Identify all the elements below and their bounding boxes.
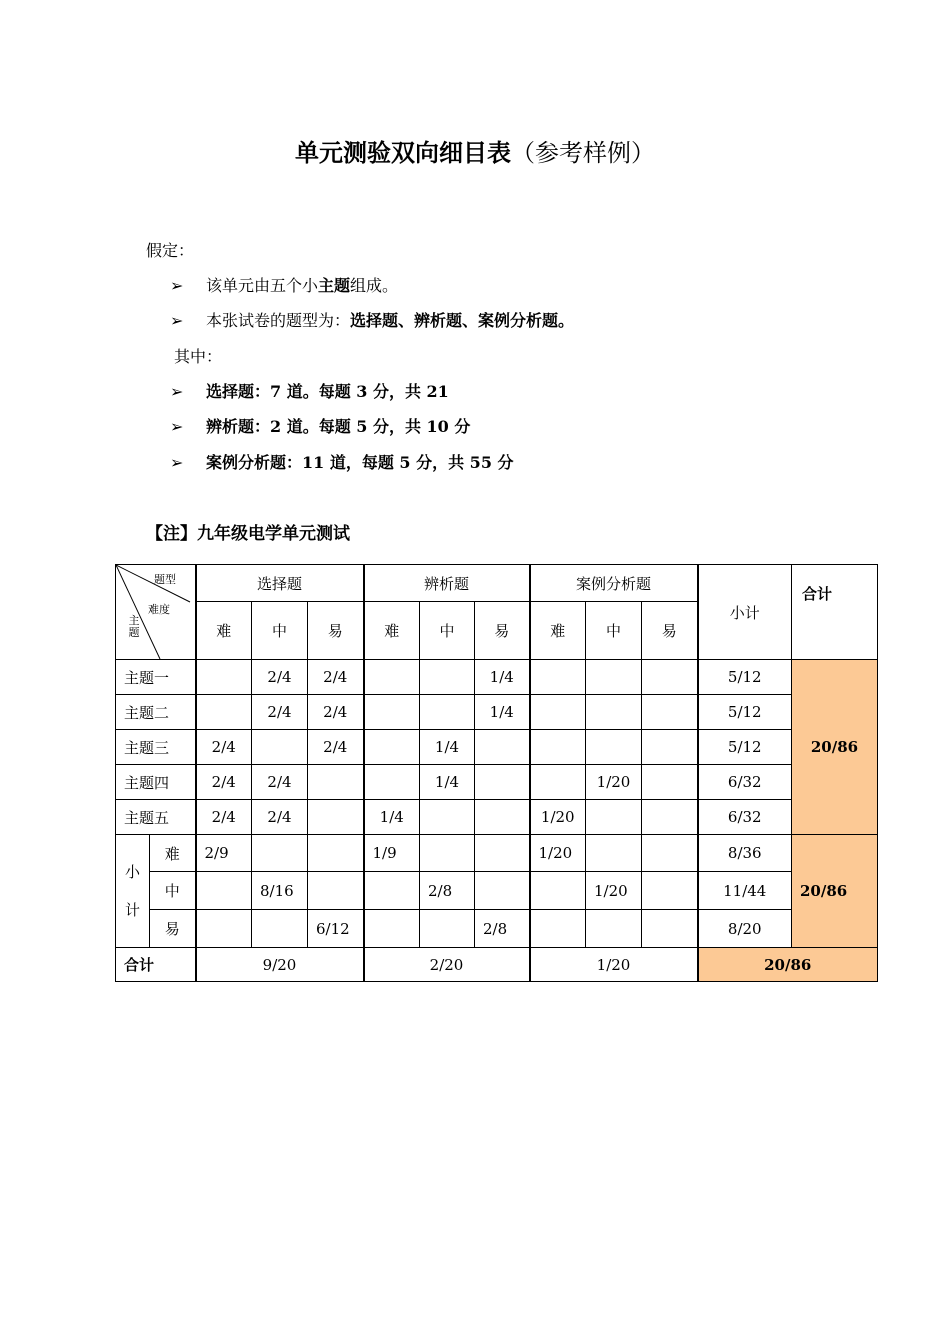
cell: 6/12: [308, 910, 364, 948]
cell: [252, 910, 308, 948]
row-subtotal: 5/12: [698, 695, 792, 730]
list-item: [170, 450, 514, 473]
cell: [308, 835, 364, 872]
cell: 1/20: [586, 765, 642, 800]
list-bold: 选择题、辨析题、案例分析题。: [350, 311, 575, 330]
cell: [642, 730, 698, 765]
total-value: 2/20: [364, 948, 530, 982]
cell: 1/4: [475, 660, 530, 695]
cell: [364, 765, 420, 800]
arrow-icon: ➢: [170, 417, 184, 436]
corner-type-label: 题型: [154, 573, 176, 586]
group-header: 选择题: [196, 565, 364, 602]
row-subtotal: 6/32: [698, 765, 792, 800]
table-row: [116, 765, 878, 800]
level-header: 难: [196, 602, 252, 660]
cell: 2/4: [308, 695, 364, 730]
list-item: [170, 308, 574, 331]
cell: [530, 730, 586, 765]
cell: [586, 660, 642, 695]
group-header: 辨析题: [364, 565, 530, 602]
cell: [475, 765, 530, 800]
cell: [252, 730, 308, 765]
cell: [196, 872, 252, 910]
table-row: [116, 872, 878, 910]
row-subtotal: 5/12: [698, 730, 792, 765]
cell: 2/4: [308, 730, 364, 765]
arrow-icon: ➢: [170, 382, 184, 401]
list-text: 组成。: [350, 276, 399, 295]
list-item: [170, 379, 449, 402]
cell: [308, 765, 364, 800]
cell: [530, 660, 586, 695]
table-row: [116, 910, 878, 948]
level-header: 易: [308, 602, 364, 660]
cell: [642, 872, 698, 910]
total-value: 9/20: [196, 948, 364, 982]
total-row-label: 合计: [116, 948, 196, 982]
table-note: 【注】九年级电学单元测试: [146, 524, 350, 544]
cell: [642, 835, 698, 872]
cell: [420, 695, 475, 730]
title-suffix: （参考样例）: [511, 139, 655, 167]
row-label: 主题三: [116, 730, 196, 765]
row-subtotal: 11/44: [698, 872, 792, 910]
side-char: 小: [124, 863, 140, 881]
list-bold: 选择题：7 道。每题 3 分，共 21: [206, 382, 449, 401]
row-label: 主题一: [116, 660, 196, 695]
cell: [196, 660, 252, 695]
corner-topic-label: 主题: [128, 614, 140, 639]
cell: [475, 872, 530, 910]
cell: 1/20: [530, 835, 586, 872]
level-header: 中: [420, 602, 475, 660]
spec-table: [115, 564, 878, 982]
cell: [420, 800, 475, 835]
assumption-label: 假定：: [146, 241, 195, 260]
cell: [196, 910, 252, 948]
cell: [475, 800, 530, 835]
cell: 1/20: [586, 872, 642, 910]
cell: [308, 800, 364, 835]
cell: [642, 765, 698, 800]
level-header: 难: [364, 602, 420, 660]
table-row: [116, 948, 878, 982]
cell: [586, 835, 642, 872]
list-text: 该单元由五个小: [206, 276, 319, 295]
cell: 1/20: [530, 800, 586, 835]
cell: 1/4: [420, 765, 475, 800]
cell: 1/4: [420, 730, 475, 765]
cell: 8/16: [252, 872, 308, 910]
arrow-icon: ➢: [170, 276, 184, 295]
table-row: [116, 835, 878, 872]
row-subtotal: 6/32: [698, 800, 792, 835]
level-label: 易: [150, 910, 196, 948]
group-header: 案例分析题: [530, 565, 698, 602]
cell: 1/9: [364, 835, 420, 872]
level-header: 易: [475, 602, 530, 660]
row-label: 主题五: [116, 800, 196, 835]
cell: [475, 835, 530, 872]
row-label: 主题二: [116, 695, 196, 730]
cell: 2/9: [196, 835, 252, 872]
cell: [475, 730, 530, 765]
cell: [420, 835, 475, 872]
list-bold: 主题: [318, 276, 351, 295]
cell: 1/4: [475, 695, 530, 730]
list-item: [170, 273, 398, 296]
row-subtotal: 8/20: [698, 910, 792, 948]
row-subtotal: 8/36: [698, 835, 792, 872]
grand-total-cell: 20/86: [698, 948, 878, 982]
topic-total-cell: 20/86: [792, 660, 878, 835]
arrow-icon: ➢: [170, 311, 184, 330]
list-bold: 辨析题：2 道。每题 5 分，共 10 分: [206, 417, 471, 436]
cell: 2/4: [196, 730, 252, 765]
level-label: 难: [150, 835, 196, 872]
cell: [586, 910, 642, 948]
side-char: 计: [124, 901, 140, 919]
cell: [308, 872, 364, 910]
cell: [252, 835, 308, 872]
cell: [642, 910, 698, 948]
row-label: 主题四: [116, 765, 196, 800]
table-row: [116, 730, 878, 765]
cell: [586, 730, 642, 765]
cell: [530, 765, 586, 800]
list-bold: 案例分析题：11 道，每题 5 分，共 55 分: [206, 453, 514, 472]
cell: 2/8: [475, 910, 530, 948]
cell: [530, 695, 586, 730]
total-value: 1/20: [530, 948, 698, 982]
cell: [586, 800, 642, 835]
cell: 2/4: [252, 800, 308, 835]
subtotal-header: 小计: [698, 565, 792, 660]
total-header: 合计: [792, 565, 878, 660]
cell: 1/4: [364, 800, 420, 835]
cell: 2/8: [420, 872, 475, 910]
cell: [642, 695, 698, 730]
level-total-cell: 20/86: [792, 835, 878, 948]
cell: 2/4: [308, 660, 364, 695]
cell: [364, 660, 420, 695]
level-header: 难: [530, 602, 586, 660]
cell: 2/4: [252, 765, 308, 800]
cell: [364, 695, 420, 730]
cell: [364, 730, 420, 765]
arrow-icon: ➢: [170, 453, 184, 472]
list-item: [170, 414, 470, 437]
table-row: [116, 695, 878, 730]
level-header: 中: [586, 602, 642, 660]
among-label: 其中：: [174, 347, 223, 366]
level-header: 中: [252, 602, 308, 660]
table-row: [116, 800, 878, 835]
cell: [196, 695, 252, 730]
cell: [364, 872, 420, 910]
corner-difficulty-label: 难度: [148, 603, 170, 616]
cell: [530, 872, 586, 910]
subtotal-side-label: [116, 835, 150, 948]
title-main: 单元测验双向细目表: [295, 139, 511, 167]
cell: 2/4: [196, 800, 252, 835]
cell: [642, 800, 698, 835]
row-subtotal: 5/12: [698, 660, 792, 695]
list-text: 本张试卷的题型为：: [206, 311, 351, 330]
cell: 2/4: [252, 660, 308, 695]
table-row: [116, 660, 878, 695]
cell: [642, 660, 698, 695]
cell: 2/4: [196, 765, 252, 800]
level-label: 中: [150, 872, 196, 910]
corner-cell: [116, 565, 196, 660]
cell: [364, 910, 420, 948]
cell: [586, 695, 642, 730]
cell: [420, 660, 475, 695]
cell: [530, 910, 586, 948]
cell: 2/4: [252, 695, 308, 730]
page-title: [0, 133, 950, 168]
level-header: 易: [642, 602, 698, 660]
cell: [420, 910, 475, 948]
